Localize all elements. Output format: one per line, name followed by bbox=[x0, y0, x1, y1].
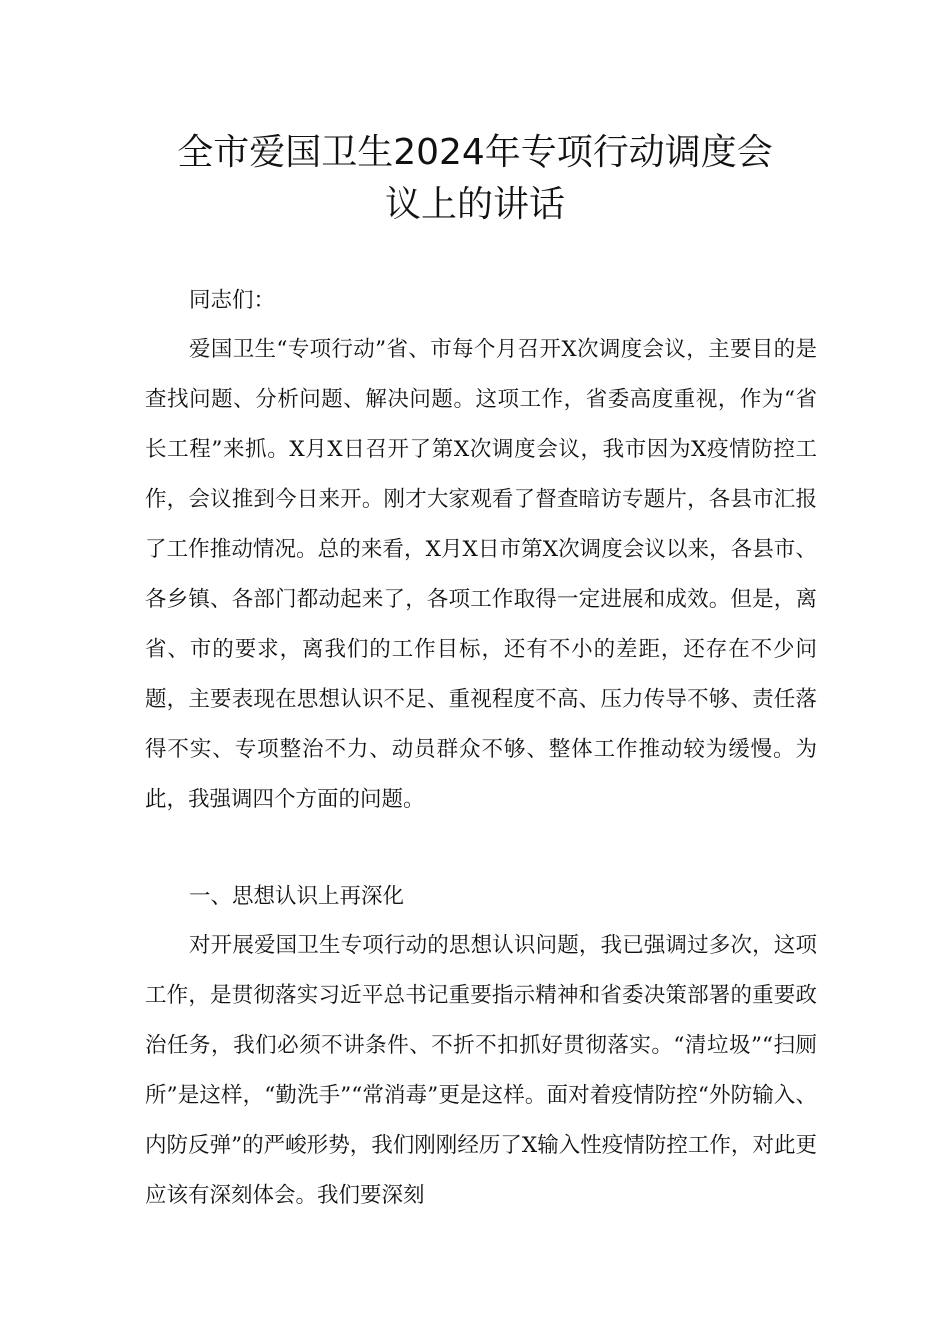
document-title-line-1: 全市爱国卫生2024年专项行动调度会 bbox=[177, 132, 773, 173]
section-heading-1: 一、思想认识上再深化 bbox=[189, 884, 405, 909]
salutation: 同志们： bbox=[189, 288, 276, 313]
document-title-line-2: 议上的讲话 bbox=[384, 184, 565, 225]
paragraph-2: 对开展爱国卫生专项行动的思想认识问题，我已强调过多次，这项工作，是贯彻落实习近平总书记重要指示精神和省委决策部署的重要政治任务，我们必须不讲条件、不折不扣抓好贯彻落实。“清垃圾”“扫厕所”是这样，“勤洗手”“常消毒”更是这样。面对着疫情防控“外防输入、内防反弹”的严峻形势，我们刚刚经历了X输入性疫情防控工作，对此更应该有深刻体会。我们要深刻 bbox=[145, 933, 817, 1208]
paragraph-1: 爱国卫生“专项行动”省、市每个月召开X次调度会议，主要目的是查找问题、分析问题、解决问题。这项工作，省委高度重视，作为“省长工程”来抓。X月X日召开了第X次调度会议，我市因为X疫情防控工作，会议推到今日来开。刚才大家观看了督查暗访专题片，各县市汇报了工作推动情况。总的来看，X月X日市第X次调度会议以来，各县市、各乡镇、各部门都动起来了，各项工作取得一定进展和成效。但是，离省、市的要求，离我们的工作目标，还有不小的差距，还存在不少问题，主要表现在思想认识不足、重视程度不高、压力传导不够、责任落得不实、专项整治不力、动员群众不够、整体工作推动较为缓慢。为此，我强调四个方面的问题。 bbox=[145, 337, 817, 812]
